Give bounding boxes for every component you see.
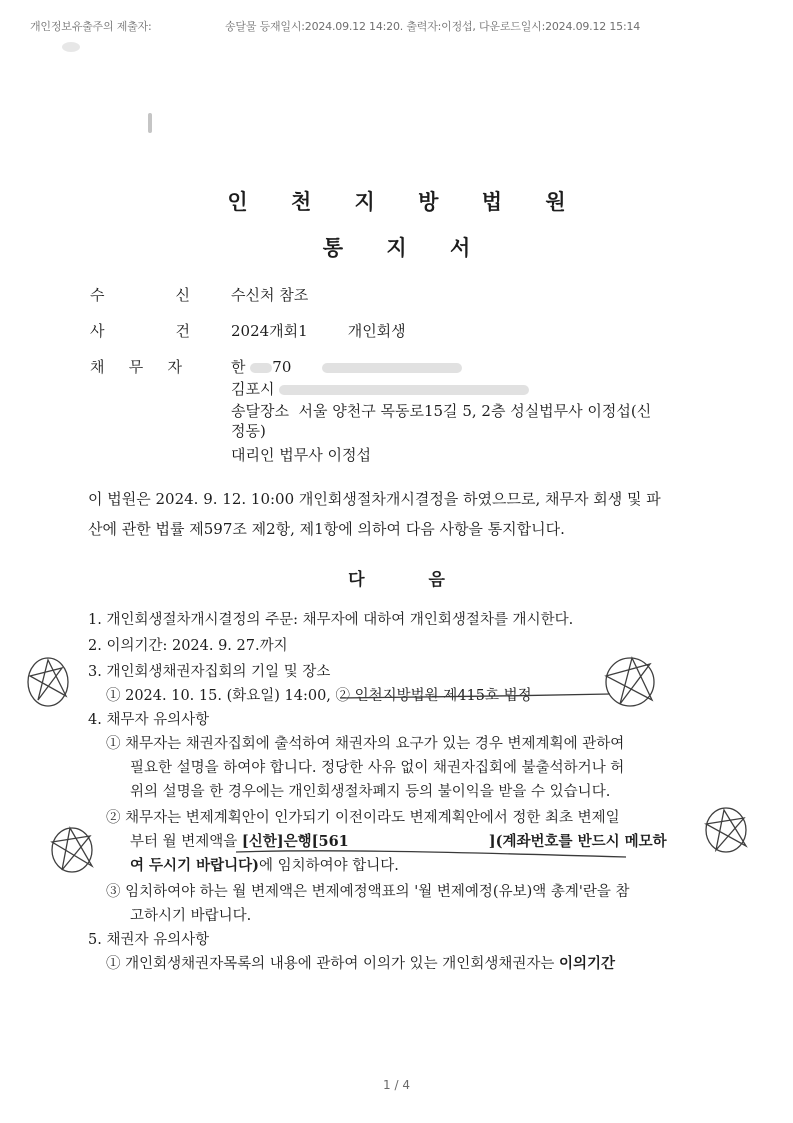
item-4-2-line-3 <box>130 854 399 875</box>
agent-line: 대리인 법무사 이정섭 <box>231 446 371 464</box>
recipient-value: 수신처 참조 <box>231 286 309 304</box>
item-4-1-line-3: 위의 설명을 한 경우에는 개인회생절차폐지 등의 불이익을 받을 수 있습니다. <box>130 784 611 800</box>
header-submitter: 개인정보유출주의 제출자: <box>30 20 152 33</box>
redaction-mark <box>250 363 272 373</box>
star-annotation <box>606 658 654 706</box>
document-title: 통 지 서 <box>322 235 489 260</box>
case-number: 2024개회1 <box>231 322 308 340</box>
case-type: 개인회생 <box>347 322 406 340</box>
item-5-1-line-1 <box>106 952 615 973</box>
debtor-address: 김포시 <box>231 380 275 398</box>
service-place-label: 송달장소 <box>231 402 289 420</box>
scan-smudge <box>62 42 80 52</box>
item-5-1-text: ① 개인회생채권자목록의 내용에 관하여 이의가 있는 개인회생채권자는 <box>106 956 559 972</box>
header-transmission-info: 송달물 등재일시:2024.09.12 14:20. 출력자:이정섭, 다운로드일시:2024.09.12 15:14 <box>225 20 641 33</box>
redaction-mark <box>322 363 462 373</box>
item-4-debtor-notes: 4. 채무자 유의사항 <box>88 712 210 728</box>
case-value <box>231 320 406 341</box>
bank-account-note: ](계좌번호를 반드시 메모하 <box>488 833 667 850</box>
item-4-2-line-2-lead: 부터 월 변제액을 <box>130 834 242 850</box>
intro-paragraph <box>88 484 698 544</box>
memo-note: 여 두시기 바랍니다) <box>130 857 260 874</box>
item-4-2-line-3-rest: 에 임치하여야 합니다. <box>259 858 399 874</box>
service-place-continuation: 정동) <box>231 422 266 440</box>
redaction-mark <box>279 385 529 395</box>
service-place-address: 서울 양천구 목동로15길 5, 2층 성실법무사 이정섭(신 <box>298 402 652 420</box>
debtor-name-line <box>231 356 462 377</box>
bank-account: [신한]은행[561 <box>241 833 349 850</box>
item-5-creditor-notes: 5. 채권자 유의사항 <box>88 932 210 948</box>
court-name: 인 천 지 방 법 원 <box>227 189 584 214</box>
debtor-address-line <box>231 378 529 399</box>
debtor-name: 한 <box>231 358 246 376</box>
debtor-label: 채 무 자 <box>90 358 182 376</box>
item-3-meeting: 3. 개인회생채권자집회의 기일 및 장소 <box>88 664 331 680</box>
redaction-mark <box>308 327 348 337</box>
recipient-label: 수 신 <box>90 286 190 304</box>
item-4-2-line-2 <box>130 830 667 851</box>
item-4-3-line-1: ③ 임치하여야 하는 월 변제액은 변제예정액표의 '월 변제예정(유보)액 총계'란을 참 <box>106 884 630 900</box>
intro-line-1: 이 법원은 2024. 9. 12. 10:00 개인회생절차개시결정을 하였으므로, 채무자 회생 및 파 <box>88 490 661 508</box>
service-place-line <box>231 400 651 421</box>
section-heading: 다 음 <box>348 570 445 590</box>
item-1-decision: 1. 개인회생절차개시결정의 주문: 채무자에 대하여 개인회생절차를 개시한다. <box>88 612 574 628</box>
scan-smudge <box>148 113 152 133</box>
item-4-1-line-1: ① 채무자는 채권자집회에 출석하여 채권자의 요구가 있는 경우 변제계획에 관하여 <box>106 736 625 752</box>
objection-period-emphasis: 이의기간 <box>558 955 615 972</box>
item-4-3-line-2: 고하시기 바랍니다. <box>130 908 252 924</box>
item-4-2-line-1: ② 채무자는 변제계획안이 인가되기 이전이라도 변제계획안에서 정한 최초 변제일 <box>106 810 620 826</box>
case-label: 사 건 <box>90 322 190 340</box>
redaction-mark <box>349 837 489 847</box>
debtor-id-prefix: 70 <box>272 358 292 376</box>
star-annotation <box>28 658 68 706</box>
star-annotation <box>706 808 746 852</box>
item-4-1-line-2: 필요한 설명을 하여야 합니다. 정당한 사유 없이 채권자집회에 불출석하거나 허 <box>130 760 625 776</box>
star-annotation <box>52 828 92 872</box>
intro-line-2: 산에 관한 법률 제597조 제2항, 제1항에 의하여 다음 사항을 통지합니다. <box>88 520 565 538</box>
item-2-objection-period: 2. 이의기간: 2024. 9. 27.까지 <box>88 638 288 654</box>
page-number: 1 / 4 <box>383 1078 410 1092</box>
item-3-meeting-detail: ① 2024. 10. 15. (화요일) 14:00, ② 인천지방법원 제415호 법정 <box>106 688 532 704</box>
